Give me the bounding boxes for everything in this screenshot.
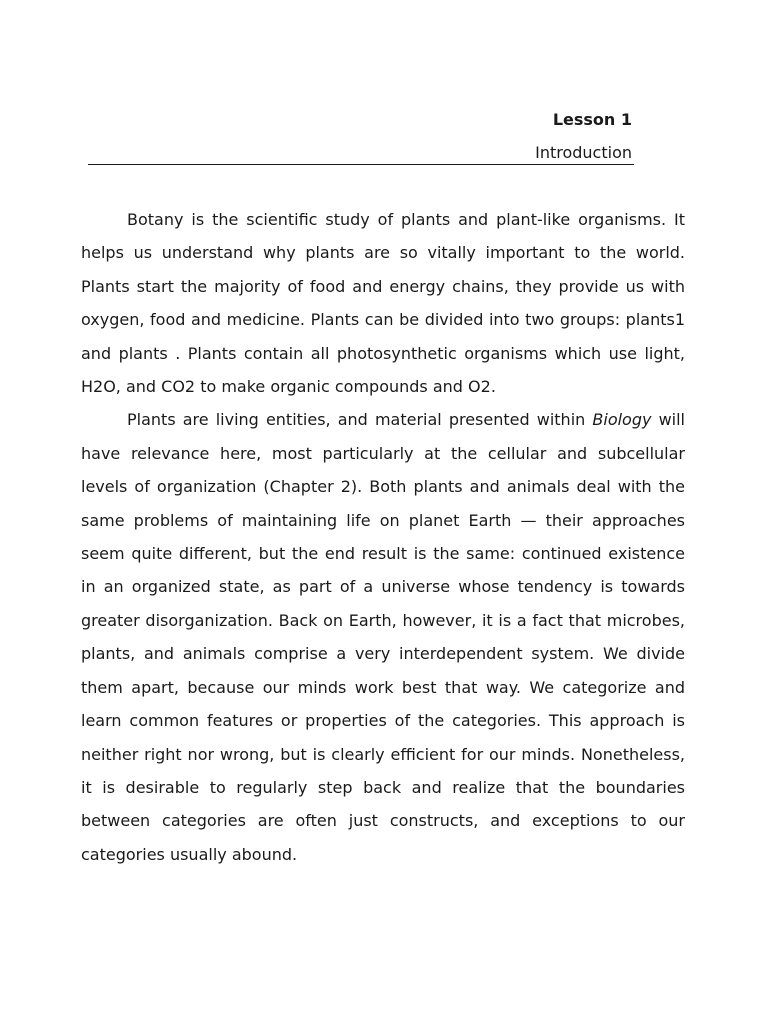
paragraph-2-italic-term: Biology (592, 410, 652, 430)
paragraph-2-start: Plants are living entities, and material presented within (127, 410, 593, 430)
lesson-title: Introduction (535, 143, 632, 162)
lesson-number: Lesson 1 (552, 110, 632, 129)
header-divider (88, 164, 634, 165)
body-text (81, 203, 685, 871)
paragraph-2 (81, 403, 685, 871)
paragraph-1: Botany is the scientific study of plants and plant-like organisms. It helps us understand why plants are so vitally important to the world. Plants start the majority of food and energy chains, they provide us with oxygen, food and medicine. Plants can be divided into two groups: plants1 and plants . Plants contain all photosynthetic organisms which use light, H2O, and CO2 to make organic compounds and O2. (81, 210, 685, 397)
lesson-header (88, 108, 634, 165)
paragraph-2-rest: will have relevance here, most particularly at the cellular and subcellular levels of organization (Chapter 2). Both plants and animals deal with the same problems of maintaining life on planet Earth — their approaches seem quite different, but the end result is the same: continued existence in an organized state, as part of a universe whose tendency is towards greater disorganization. Back on Earth, however, it is a fact that microbes, plants, and animals comprise a very interdependent system. We divide them apart, because our minds work best that way. We categorize and learn common features or properties of the categories. This approach is neither right nor wrong, but is clearly efficient for our minds. Nonetheless, it is desirable to regularly step back and realize that the boundaries between categories are often just constructs, and exceptions to our categories usually abound. (81, 410, 685, 864)
